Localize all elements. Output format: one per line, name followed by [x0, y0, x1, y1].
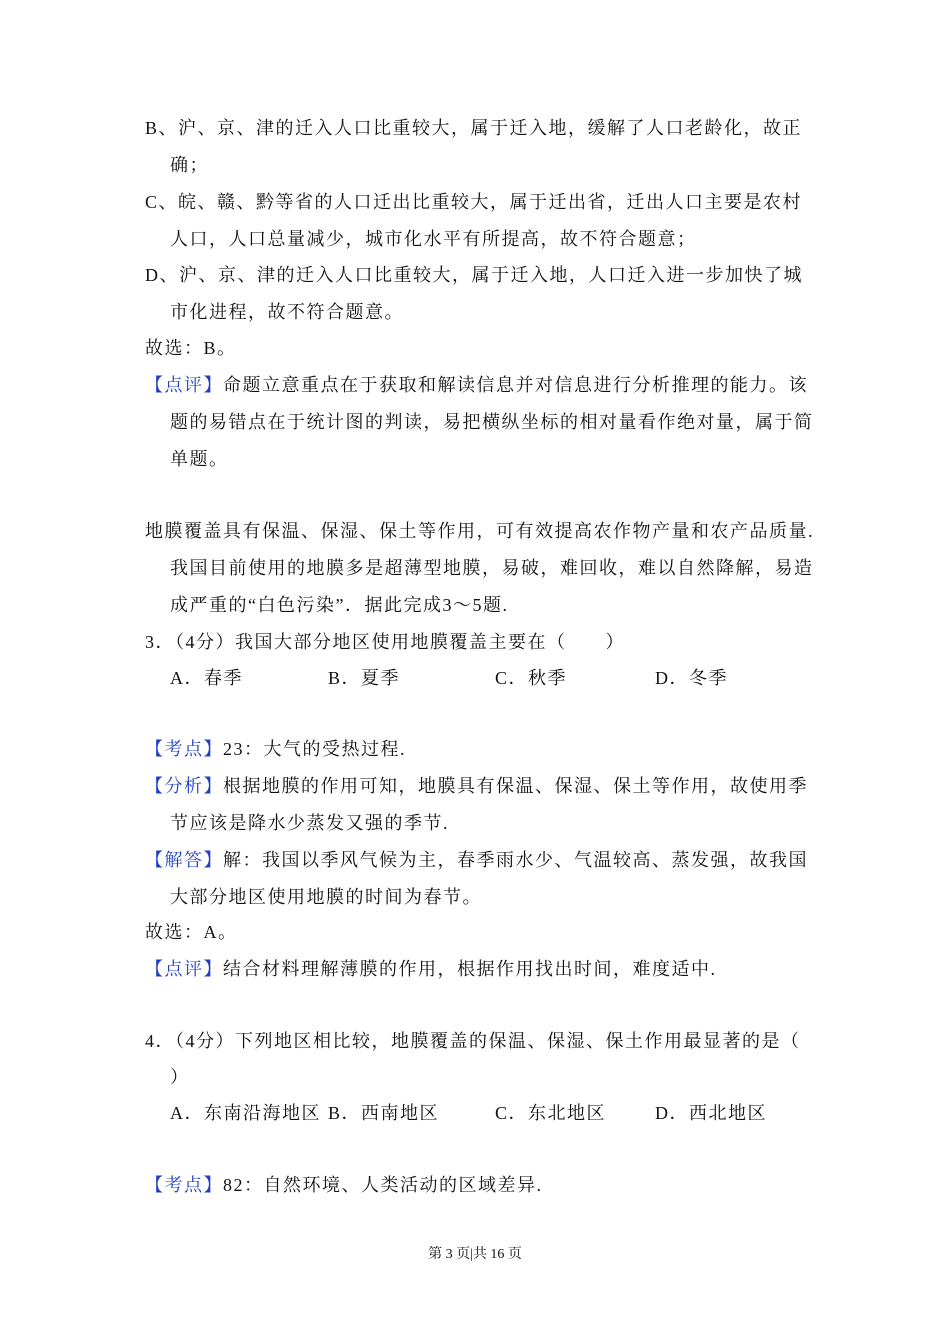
text-line: C、皖、赣、黔等省的人口迁出比重较大，属于迁出省，迁出人口主要是农村	[145, 192, 803, 212]
question-3-stem: 3．（4分）我国大部分地区使用地膜覆盖主要在（ ）	[145, 632, 625, 652]
review-text: 结合材料理解薄膜的作用，根据作用找出时间，难度适中.	[223, 959, 717, 979]
material-line: 我国目前使用的地膜多是超薄型地膜，易破，难回收，难以自然降解，易造	[170, 558, 814, 578]
q3-option-a: A．春季	[170, 668, 243, 688]
text-line: ）	[170, 1067, 190, 1087]
kaodian-tag: 【考点】	[145, 739, 223, 759]
text-line: 单题。	[170, 449, 229, 469]
q4-kaodian	[145, 1173, 543, 1197]
q4-option-b: B．西南地区	[328, 1103, 440, 1123]
review-line	[145, 373, 808, 397]
q4-option-c: C．东北地区	[495, 1103, 607, 1123]
jieda-tag: 【解答】	[145, 850, 223, 870]
question-4-stem: 4．（4分）下列地区相比较，地膜覆盖的保温、保湿、保土作用最显著的是（	[145, 1031, 801, 1051]
jieda-text: 解：我国以季风气候为主，春季雨水少、气温较高、蒸发强，故我国	[223, 850, 808, 870]
text-line: 节应该是降水少蒸发又强的季节.	[170, 813, 449, 833]
q3-option-b: B．夏季	[328, 668, 401, 688]
review-tag: 【点评】	[145, 375, 223, 395]
kaodian-text: 23：大气的受热过程.	[223, 739, 406, 759]
q3-jieda	[145, 848, 808, 872]
review-tag: 【点评】	[145, 959, 223, 979]
kaodian-tag: 【考点】	[145, 1175, 223, 1195]
material-line: 地膜覆盖具有保温、保湿、保土等作用，可有效提高农作物产量和农产品质量.	[145, 521, 814, 541]
text-line: D、沪、京、津的迁入人口比重较大，属于迁入地，人口迁入进一步加快了城	[145, 265, 803, 285]
text-line: B、沪、京、津的迁入人口比重较大，属于迁入地，缓解了人口老龄化，故正	[145, 118, 803, 138]
q4-option-d: D．西北地区	[655, 1103, 767, 1123]
page-footer: 第 3 页|共 16 页	[428, 1247, 522, 1262]
review-text: 命题立意重点在于获取和解读信息并对信息进行分析推理的能力。该	[223, 375, 808, 395]
kaodian-text: 82：自然环境、人类活动的区域差异.	[223, 1175, 543, 1195]
fenxi-text: 根据地膜的作用可知，地膜具有保温、保湿、保土等作用，故使用季	[223, 776, 808, 796]
q4-option-a: A．东南沿海地区	[170, 1103, 321, 1123]
fenxi-tag: 【分析】	[145, 776, 223, 796]
text-line: 确；	[170, 155, 209, 175]
q3-fenxi	[145, 774, 808, 798]
answer-line: 故选：B。	[145, 338, 237, 358]
text-line: 市化进程，故不符合题意。	[170, 302, 404, 322]
q3-review	[145, 957, 717, 981]
material-line: 成严重的“白色污染”．据此完成3～5题.	[170, 595, 509, 615]
q3-option-d: D．冬季	[655, 668, 728, 688]
q3-answer: 故选：A。	[145, 922, 238, 942]
q3-option-c: C．秋季	[495, 668, 568, 688]
text-line: 题的易错点在于统计图的判读，易把横纵坐标的相对量看作绝对量，属于简	[170, 412, 814, 432]
text-line: 人口，人口总量减少，城市化水平有所提高，故不符合题意；	[170, 229, 697, 249]
text-line: 大部分地区使用地膜的时间为春节。	[170, 887, 482, 907]
q3-kaodian	[145, 737, 406, 761]
